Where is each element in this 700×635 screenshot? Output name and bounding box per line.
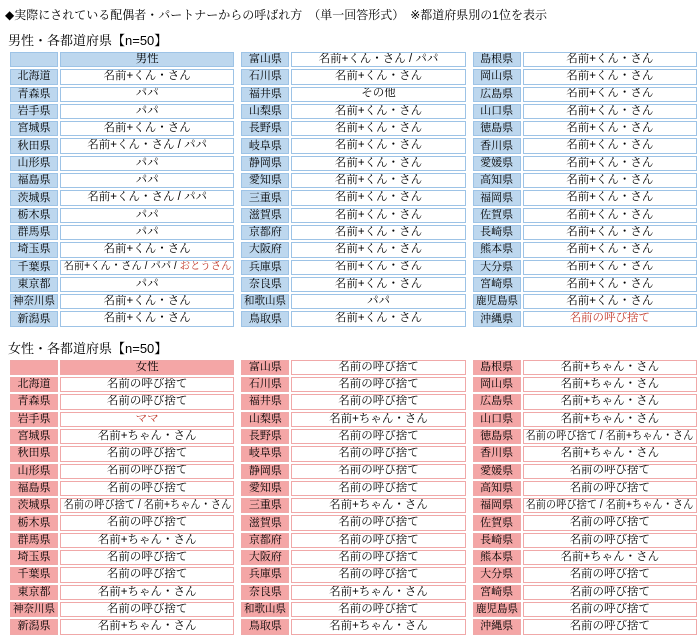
value-cell: 名前+くん・さん	[291, 104, 465, 119]
highlighted-value: おとうさん	[179, 260, 232, 273]
pref-cell: 山梨県	[241, 412, 289, 427]
pref-cell: 埼玉県	[10, 242, 58, 257]
value-cell: 名前+くん・さん	[291, 121, 465, 136]
pref-cell: 岐阜県	[241, 446, 289, 461]
value-cell: 名前+ちゃん・さん	[291, 585, 465, 600]
pref-cell: 愛知県	[241, 173, 289, 188]
pref-cell: 福井県	[241, 87, 289, 102]
women-prefecture-table	[10, 360, 697, 635]
pref-cell: 奈良県	[241, 277, 289, 292]
value-cell: 名前の呼び捨て	[523, 585, 697, 600]
value-cell: パパ	[60, 87, 234, 102]
pref-cell: 千葉県	[10, 567, 58, 582]
pref-cell: 静岡県	[241, 464, 289, 479]
pref-cell: 大分県	[473, 260, 521, 275]
pref-cell: 東京都	[10, 585, 58, 600]
value-cell: 名前の呼び捨て	[291, 377, 465, 392]
value-cell: 名前+くん・さん	[291, 190, 465, 205]
value-cell: 名前+くん・さん	[523, 190, 697, 205]
value-cell: 名前の呼び捨て	[60, 377, 234, 392]
value-cell: 名前の呼び捨て	[291, 394, 465, 409]
value-cell: 名前+くん・さん	[523, 104, 697, 119]
pref-cell: 岩手県	[10, 104, 58, 119]
pref-cell: 神奈川県	[10, 294, 58, 309]
pref-cell: 熊本県	[473, 242, 521, 257]
men-prefecture-table	[10, 52, 697, 327]
value-cell: 名前の呼び捨て / 名前+ちゃん・さん	[523, 498, 697, 513]
value-cell: パパ	[60, 104, 234, 119]
pref-cell: 福井県	[241, 394, 289, 409]
pref-cell: 神奈川県	[10, 602, 58, 617]
value-cell: 名前の呼び捨て	[523, 619, 697, 634]
table-column-block-2	[241, 52, 465, 327]
value-cell: 名前+くん・さん	[291, 69, 465, 84]
pref-cell: 山形県	[10, 156, 58, 171]
value-cell: 名前の呼び捨て / 名前+ちゃん・さん	[60, 498, 234, 513]
pref-cell: 岐阜県	[241, 138, 289, 153]
pref-cell: 山口県	[473, 412, 521, 427]
pref-cell: 香川県	[473, 446, 521, 461]
pref-cell: 福島県	[10, 173, 58, 188]
value-cell: 名前+くん・さん	[291, 225, 465, 240]
value-cell: 名前の呼び捨て	[523, 515, 697, 530]
pref-cell: 佐賀県	[473, 208, 521, 223]
value-cell: 名前の呼び捨て	[60, 481, 234, 496]
pref-cell: 和歌山県	[241, 294, 289, 309]
value-cell: 名前+くん・さん	[60, 294, 234, 309]
women-subtitle: 女性・各都道府県【n=50】	[8, 340, 168, 356]
table-column-block-2	[241, 360, 465, 635]
value-cell	[60, 412, 234, 427]
value-cell: 名前の呼び捨て	[60, 464, 234, 479]
value-cell: パパ	[60, 225, 234, 240]
value-cell: 名前+ちゃん・さん	[523, 360, 697, 375]
value-cell: パパ	[60, 156, 234, 171]
pref-cell: 広島県	[473, 87, 521, 102]
pref-cell: 茨城県	[10, 190, 58, 205]
pref-cell: 秋田県	[10, 138, 58, 153]
pref-cell: 群馬県	[10, 533, 58, 548]
header-corner-cell	[10, 52, 58, 67]
value-cell: パパ	[60, 277, 234, 292]
pref-cell: 熊本県	[473, 550, 521, 565]
value-cell: 名前の呼び捨て	[60, 515, 234, 530]
pref-cell: 鹿児島県	[473, 602, 521, 617]
pref-cell: 長野県	[241, 121, 289, 136]
value-cell: その他	[291, 87, 465, 102]
value-cell: 名前の呼び捨て / 名前+ちゃん・さん	[523, 429, 697, 444]
table-column-block-1	[10, 360, 234, 635]
pref-cell: 山梨県	[241, 104, 289, 119]
value-cell: 名前+くん・さん	[60, 69, 234, 84]
pref-cell: 三重県	[241, 498, 289, 513]
pref-cell: 宮崎県	[473, 277, 521, 292]
pref-cell: 青森県	[10, 87, 58, 102]
value-cell	[523, 311, 697, 326]
pref-cell: 高知県	[473, 173, 521, 188]
men-section	[0, 30, 700, 327]
value-cell: 名前+ちゃん・さん	[523, 446, 697, 461]
value-cell: 名前+ちゃん・さん	[60, 619, 234, 634]
pref-cell: 徳島県	[473, 429, 521, 444]
value-cell: 名前+くん・さん	[523, 208, 697, 223]
men-subtitle: 男性・各都道府県【n=50】	[8, 33, 168, 48]
value-cell: 名前+ちゃん・さん	[60, 429, 234, 444]
gender-header-cell: 男性	[60, 52, 234, 67]
value-cell: 名前+くん・さん	[523, 87, 697, 102]
value-cell: 名前+くん・さん / パパ / おとうさん	[60, 260, 234, 275]
pref-cell: 佐賀県	[473, 515, 521, 530]
value-cell: 名前の呼び捨て	[523, 602, 697, 617]
value-cell: 名前+くん・さん / パパ	[60, 190, 234, 205]
pref-cell: 兵庫県	[241, 567, 289, 582]
value-cell: パパ	[60, 208, 234, 223]
highlighted-value: 名前の呼び捨て	[569, 312, 651, 325]
value-cell: 名前の呼び捨て	[291, 567, 465, 582]
pref-cell: 京都府	[241, 225, 289, 240]
pref-cell: 栃木県	[10, 515, 58, 530]
pref-cell: 群馬県	[10, 225, 58, 240]
pref-cell: 栃木県	[10, 208, 58, 223]
value-cell: 名前+くん・さん	[523, 156, 697, 171]
value-cell: 名前+くん・さん	[523, 173, 697, 188]
pref-cell: 茨城県	[10, 498, 58, 513]
value-cell: 名前の呼び捨て	[291, 429, 465, 444]
pref-cell: 山口県	[473, 104, 521, 119]
pref-cell: 千葉県	[10, 260, 58, 275]
pref-cell: 東京都	[10, 277, 58, 292]
value-cell: 名前+くん・さん	[291, 208, 465, 223]
value-cell: 名前の呼び捨て	[523, 533, 697, 548]
pref-cell: 香川県	[473, 138, 521, 153]
pref-cell: 静岡県	[241, 156, 289, 171]
value-cell: 名前+くん・さん / パパ	[60, 138, 234, 153]
value-cell: 名前+くん・さん	[291, 138, 465, 153]
pref-cell: 山形県	[10, 464, 58, 479]
value-cell: 名前の呼び捨て	[60, 567, 234, 582]
pref-cell: 高知県	[473, 481, 521, 496]
pref-cell: 大阪府	[241, 550, 289, 565]
page-title: ◆実際にされている配偶者・パートナーからの呼ばれ方 （単一回答形式） ※都道府県別の1位を表示	[5, 8, 547, 22]
pref-cell: 島根県	[473, 52, 521, 67]
pref-cell: 石川県	[241, 69, 289, 84]
pref-cell: 宮城県	[10, 121, 58, 136]
pref-cell: 愛知県	[241, 481, 289, 496]
value-cell: 名前の呼び捨て	[291, 464, 465, 479]
pref-cell: 愛媛県	[473, 156, 521, 171]
pref-cell: 島根県	[473, 360, 521, 375]
value-cell: 名前+くん・さん	[523, 52, 697, 67]
pref-cell: 鳥取県	[241, 619, 289, 634]
value-cell: 名前+ちゃん・さん	[291, 412, 465, 427]
pref-cell: 埼玉県	[10, 550, 58, 565]
pref-cell: 福岡県	[473, 498, 521, 513]
pref-cell: 三重県	[241, 190, 289, 205]
pref-cell: 大分県	[473, 567, 521, 582]
value-cell: 名前の呼び捨て	[291, 360, 465, 375]
value-cell: 名前+くん・さん	[291, 156, 465, 171]
value-cell: 名前+くん・さん	[523, 225, 697, 240]
value-cell: 名前の呼び捨て	[291, 550, 465, 565]
pref-cell: 新潟県	[10, 311, 58, 326]
table-column-block-3	[473, 360, 697, 635]
women-section	[0, 338, 700, 635]
pref-cell: 徳島県	[473, 121, 521, 136]
value-cell: 名前+ちゃん・さん	[523, 377, 697, 392]
value-cell: 名前+くん・さん	[523, 277, 697, 292]
value-cell: 名前+ちゃん・さん	[291, 498, 465, 513]
value-cell: 名前の呼び捨て	[291, 446, 465, 461]
pref-cell: 石川県	[241, 377, 289, 392]
pref-cell: 長崎県	[473, 225, 521, 240]
value-cell: 名前+くん・さん	[523, 121, 697, 136]
pref-cell: 京都府	[241, 533, 289, 548]
pref-cell: 沖縄県	[473, 311, 521, 326]
pref-cell: 長野県	[241, 429, 289, 444]
pref-cell: 宮城県	[10, 429, 58, 444]
pref-cell: 宮崎県	[473, 585, 521, 600]
value-cell: 名前+くん・さん	[523, 260, 697, 275]
value-cell: 名前+くん・さん	[60, 121, 234, 136]
pref-cell: 沖縄県	[473, 619, 521, 634]
pref-cell: 岩手県	[10, 412, 58, 427]
value-cell: 名前の呼び捨て	[523, 481, 697, 496]
pref-cell: 大阪府	[241, 242, 289, 257]
pref-cell: 秋田県	[10, 446, 58, 461]
value-cell: 名前+くん・さん	[60, 311, 234, 326]
value-cell: 名前+ちゃん・さん	[523, 394, 697, 409]
value-cell: 名前+くん・さん / パパ	[291, 52, 465, 67]
highlighted-value: ママ	[135, 412, 159, 425]
pref-cell: 和歌山県	[241, 602, 289, 617]
pref-cell: 富山県	[241, 52, 289, 67]
value-cell: 名前の呼び捨て	[291, 481, 465, 496]
value-cell: 名前+ちゃん・さん	[523, 550, 697, 565]
pref-cell: 北海道	[10, 377, 58, 392]
gender-header-cell: 女性	[60, 360, 234, 375]
value-cell: 名前の呼び捨て	[523, 464, 697, 479]
value-cell: 名前の呼び捨て	[60, 446, 234, 461]
table-column-block-1	[10, 52, 234, 327]
pref-cell: 福岡県	[473, 190, 521, 205]
value-cell: 名前+くん・さん	[291, 311, 465, 326]
value-cell: 名前+くん・さん	[523, 242, 697, 257]
value-cell: 名前+くん・さん	[291, 260, 465, 275]
pref-cell: 鹿児島県	[473, 294, 521, 309]
value-cell: 名前の呼び捨て	[291, 515, 465, 530]
pref-cell: 福島県	[10, 481, 58, 496]
value-cell: パパ	[60, 173, 234, 188]
value-cell: 名前+ちゃん・さん	[60, 533, 234, 548]
value-cell: 名前の呼び捨て	[291, 602, 465, 617]
pref-cell: 鳥取県	[241, 311, 289, 326]
value-cell: 名前の呼び捨て	[60, 550, 234, 565]
value-cell: 名前+くん・さん	[291, 242, 465, 257]
value-cell: 名前+ちゃん・さん	[523, 412, 697, 427]
pref-cell: 広島県	[473, 394, 521, 409]
value-cell: 名前+くん・さん	[60, 242, 234, 257]
value-cell: 名前+くん・さん	[291, 173, 465, 188]
value-cell: 名前の呼び捨て	[60, 602, 234, 617]
value-cell: 名前+くん・さん	[523, 138, 697, 153]
pref-cell: 滋賀県	[241, 208, 289, 223]
table-column-block-3	[473, 52, 697, 327]
header-corner-cell	[10, 360, 58, 375]
pref-cell: 北海道	[10, 69, 58, 84]
value-cell: 名前の呼び捨て	[291, 533, 465, 548]
value-cell: 名前+ちゃん・さん	[60, 585, 234, 600]
value-cell: 名前+くん・さん	[523, 69, 697, 84]
pref-cell: 愛媛県	[473, 464, 521, 479]
pref-cell: 長崎県	[473, 533, 521, 548]
pref-cell: 滋賀県	[241, 515, 289, 530]
value-cell: 名前+ちゃん・さん	[291, 619, 465, 634]
pref-cell: 青森県	[10, 394, 58, 409]
pref-cell: 兵庫県	[241, 260, 289, 275]
pref-cell: 富山県	[241, 360, 289, 375]
pref-cell: 奈良県	[241, 585, 289, 600]
value-cell: パパ	[291, 294, 465, 309]
value-cell: 名前+くん・さん	[523, 294, 697, 309]
pref-cell: 新潟県	[10, 619, 58, 634]
value-cell: 名前の呼び捨て	[523, 567, 697, 582]
value-cell: 名前+くん・さん	[291, 277, 465, 292]
pref-cell: 岡山県	[473, 377, 521, 392]
value-cell: 名前の呼び捨て	[60, 394, 234, 409]
pref-cell: 岡山県	[473, 69, 521, 84]
